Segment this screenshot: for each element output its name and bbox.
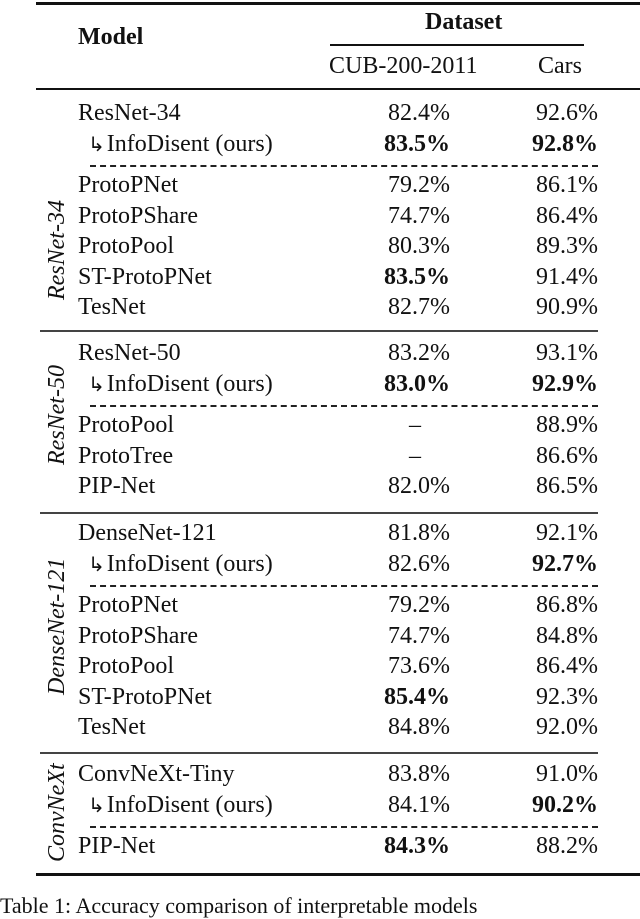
cell-cub: 81.8% (388, 520, 450, 546)
bottom-rule (36, 873, 640, 876)
cell-cub: 80.3% (388, 233, 450, 259)
cell-cub: 83.5% (384, 130, 450, 157)
cell-cars: 90.2% (532, 791, 598, 818)
cell-cars: 92.8% (532, 130, 598, 157)
cell-cars: 89.3% (536, 233, 598, 259)
group-label-convnext: ConvNeXt (44, 763, 70, 862)
group-label-resnet-50: ResNet-50 (44, 365, 70, 465)
model-name: ProtoPNet (78, 592, 179, 618)
cell-cars: 88.9% (536, 412, 598, 438)
cell-cub: 74.7% (388, 202, 450, 229)
model-name-ours (88, 369, 273, 399)
arrow-return-icon: ↳ (88, 792, 105, 817)
cell-cars: 86.6% (536, 442, 598, 469)
group-label-resnet-34: ResNet-34 (44, 200, 70, 300)
cell-cub: 83.5% (384, 263, 450, 290)
model-label: InfoDisent (ours) (106, 791, 273, 818)
cell-cub: – (409, 442, 421, 469)
model-name: ProtoPool (78, 412, 175, 438)
dashed-separator (90, 405, 598, 407)
model-name-ours (88, 129, 273, 159)
arrow-return-icon: ↳ (88, 551, 105, 576)
model-label: InfoDisent (ours) (106, 370, 273, 397)
cell-cub: 73.6% (388, 653, 450, 679)
cell-cars: 91.0% (536, 761, 598, 787)
header-cars: Cars (538, 53, 582, 79)
group-separator-rule (40, 330, 598, 332)
model-name-ours (88, 790, 273, 820)
arrow-return-icon: ↳ (88, 131, 105, 156)
cell-cars: 92.0% (536, 714, 598, 740)
model-name: TesNet (78, 714, 146, 740)
cell-cub: 84.8% (388, 714, 450, 740)
cell-cars: 86.8% (536, 592, 598, 618)
cell-cars: 86.4% (536, 202, 598, 229)
cell-cub: 84.3% (384, 833, 450, 859)
model-name-ours (88, 549, 273, 579)
cell-cars: 92.6% (536, 100, 598, 126)
model-name: PIP-Net (78, 833, 156, 859)
model-name: ConvNeXt-Tiny (78, 761, 235, 787)
cell-cars: 84.8% (536, 622, 598, 649)
header-cub: CUB-200-2011 (329, 53, 478, 79)
cell-cars: 92.3% (536, 683, 598, 710)
model-name: ST-ProtoPNet (78, 683, 212, 710)
model-name: ProtoPool (78, 233, 175, 259)
header-rule (36, 88, 640, 90)
model-name: ST-ProtoPNet (78, 263, 212, 290)
cell-cars: 90.9% (536, 294, 598, 320)
cell-cars: 86.5% (536, 473, 598, 499)
cell-cars: 92.7% (532, 550, 598, 577)
cell-cars: 88.2% (536, 833, 598, 859)
model-name: ProtoPNet (78, 172, 179, 198)
cell-cub: 82.7% (388, 294, 450, 320)
dashed-separator (90, 165, 598, 167)
model-name: TesNet (78, 294, 146, 320)
cell-cub: – (409, 412, 421, 438)
arrow-return-icon: ↳ (88, 371, 105, 396)
cell-cars: 86.1% (536, 172, 598, 198)
group-separator-rule (40, 752, 598, 754)
dataset-cmidrule (330, 44, 584, 46)
cell-cars: 86.4% (536, 653, 598, 679)
dashed-separator (90, 585, 598, 587)
cell-cars: 92.9% (532, 370, 598, 397)
model-name: ProtoPool (78, 653, 175, 679)
cell-cub: 82.6% (388, 550, 450, 577)
table-caption: Table 1: Accuracy comparison of interpretable models (0, 893, 478, 918)
group-separator-rule (40, 512, 598, 514)
model-name: ProtoTree (78, 442, 174, 469)
top-rule (36, 2, 640, 5)
header-model: Model (78, 24, 144, 50)
cell-cub: 79.2% (388, 172, 450, 198)
model-name: ProtoPShare (78, 202, 198, 229)
model-label: InfoDisent (ours) (106, 130, 273, 157)
group-label-densenet-121: DenseNet-121 (44, 557, 70, 695)
model-name: PIP-Net (78, 473, 156, 499)
cell-cub: 85.4% (384, 683, 450, 710)
dashed-separator (90, 826, 598, 828)
model-name: ProtoPShare (78, 622, 198, 649)
cell-cub: 82.4% (388, 100, 450, 126)
model-label: InfoDisent (ours) (106, 550, 273, 577)
model-name: DenseNet-121 (78, 520, 217, 546)
model-name: ResNet-34 (78, 100, 181, 126)
header-dataset: Dataset (425, 9, 503, 35)
cell-cub: 79.2% (388, 592, 450, 618)
cell-cub: 74.7% (388, 622, 450, 649)
cell-cars: 93.1% (536, 340, 598, 366)
cell-cub: 84.1% (388, 791, 450, 818)
cell-cub: 83.0% (384, 370, 450, 397)
cell-cub: 83.2% (388, 340, 450, 366)
cell-cub: 83.8% (388, 761, 450, 787)
cell-cars: 92.1% (536, 520, 598, 546)
cell-cars: 91.4% (536, 263, 598, 290)
cell-cub: 82.0% (388, 473, 450, 499)
model-name: ResNet-50 (78, 340, 181, 366)
